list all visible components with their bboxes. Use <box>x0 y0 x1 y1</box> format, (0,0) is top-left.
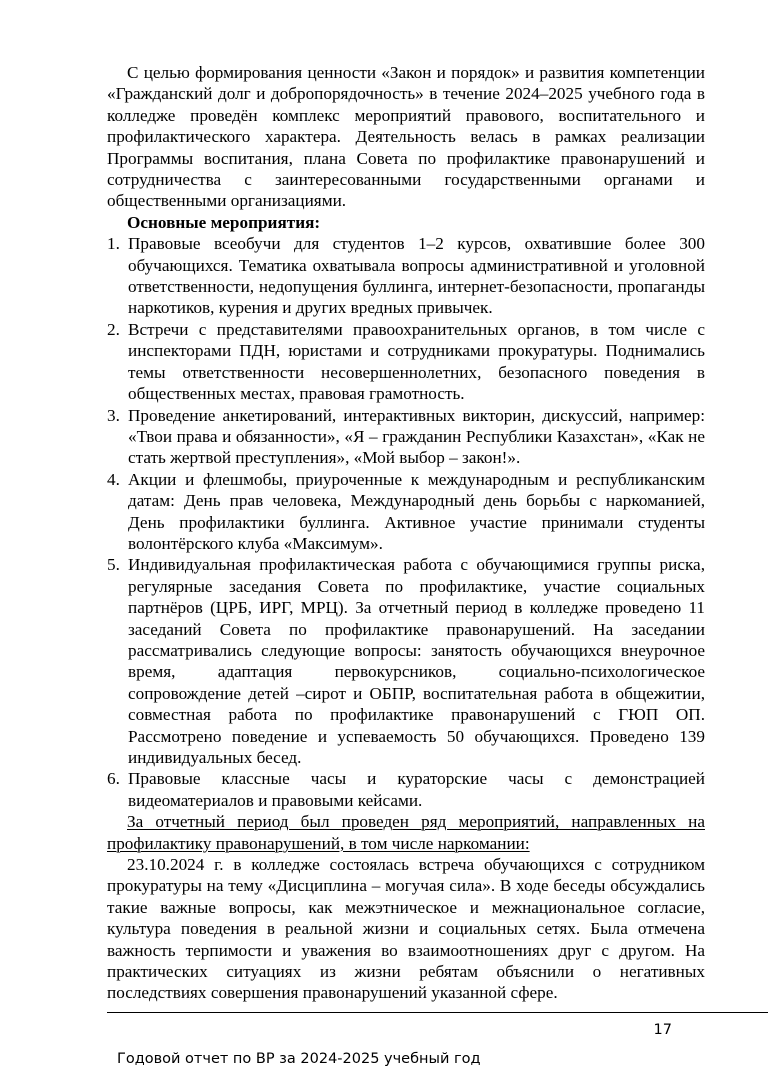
list-item-number: 4. <box>107 469 120 489</box>
list-item <box>107 554 705 768</box>
list-item <box>107 469 705 555</box>
list-item-text: Правовые классные часы и кураторские часы с демонстрацией видеоматериалов и правовыми кейсами. <box>128 769 705 810</box>
list-item <box>107 319 705 405</box>
page-number: 17 <box>653 1022 672 1038</box>
list-item-text: Правовые всеобучи для студентов 1–2 курсов, охватившие более 300 обучающихся. Тематика охватывала вопросы административной и уголовной ответственности, недопущения буллинга, интернет-безопасности, пропаганды наркотиков, курения и других вредных привычек. <box>128 234 705 318</box>
list-item <box>107 233 705 319</box>
list-item-text: Индивидуальная профилактическая работа с обучающимися группы риска, регулярные заседания Совета по профилактике, участие социальных партнёров (ЦРБ, ИРГ, МРЦ). За отчетный период в колледже проведено 11 заседаний Совета по профилактике правонарушений. На заседании рассматривались следующие вопросы: занятость обучающихся внеурочное время, адаптация первокурсников, социально-психологическое сопровождение детей –сирот и ОБПР, воспитательная работа в общежитии, совместная работа по профилактике правонарушений с ГЮП ОП. Рассмотрено поведение и успеваемость 50 обучающихся. Проведено 139 индивидуальных бесед. <box>128 555 705 767</box>
list-item-number: 6. <box>107 769 120 789</box>
list-item-number: 5. <box>107 555 120 575</box>
footer-divider <box>107 1012 768 1013</box>
list-item-text: Встречи с представителями правоохранительных органов, в том числе с инспекторами ПДН, юристами и сотрудниками прокуратуры. Поднимались темы ответственности несовершеннолетних, безопасного поведения в общественных местах, правовая грамотность. <box>128 319 705 404</box>
intro-paragraph: С целью формирования ценности «Закон и порядок» и развития компетенции «Гражданский долг и добропорядочность» в течение 2024–2025 учебного года в колледже проведён комплекс мероприятий правового, воспитательного и профилактического характера. Деятельность велась в рамках реализации Программы воспитания, плана Совета по профилактике правонарушений и сотрудничества с заинтересованными государственными органами и общественными организациями. <box>107 63 705 211</box>
list-item <box>107 768 705 811</box>
list-item <box>107 405 705 469</box>
underlined-paragraph <box>107 811 705 854</box>
list-item-text: Проведение анкетирований, интерактивных викторин, дискуссий, например: «Твои права и обязанности», «Я – гражданин Республики Казахстан», «Как не стать жертвой преступления», «Мой выбор – закон!». <box>128 405 705 468</box>
list-item-number: 1. <box>107 234 120 254</box>
list-item-number: 2. <box>107 319 120 339</box>
underlined-paragraph-text: За отчетный период был проведен ряд мероприятий, направленных на профилактику правонарушений, в том числе наркомании: <box>107 812 705 853</box>
closing-paragraph: 23.10.2024 г. в колледже состоялась встреча обучающихся с сотрудником прокуратуры на тему «Дисциплина – могучая сила». В ходе беседы обсуждались такие важные вопросы, как межэтническое и межнациональное согласие, культура поведения в реальной жизни и социальных сетях. Была отмечена важность терпимости и уважения во взаимоотношениях друг с другом. На практических ситуациях из жизни ребятам объяснили о негативных последствиях совершения правонарушений указанной сфере. <box>107 855 705 1003</box>
footer-text: Годовой отчет по ВР за 2024-2025 учебный год <box>117 1051 481 1067</box>
events-list <box>107 233 705 811</box>
section-heading: Основные мероприятия: <box>127 212 321 232</box>
list-item-number: 3. <box>107 405 120 425</box>
document-body <box>107 62 705 1004</box>
list-item-text: Акции и флешмобы, приуроченные к международным и республиканским датам: День прав человека, Международный день борьбы с наркоманией, День профилактики буллинга. Активное участие принимали студенты волонтёрского клуба «Максимум». <box>128 469 705 553</box>
